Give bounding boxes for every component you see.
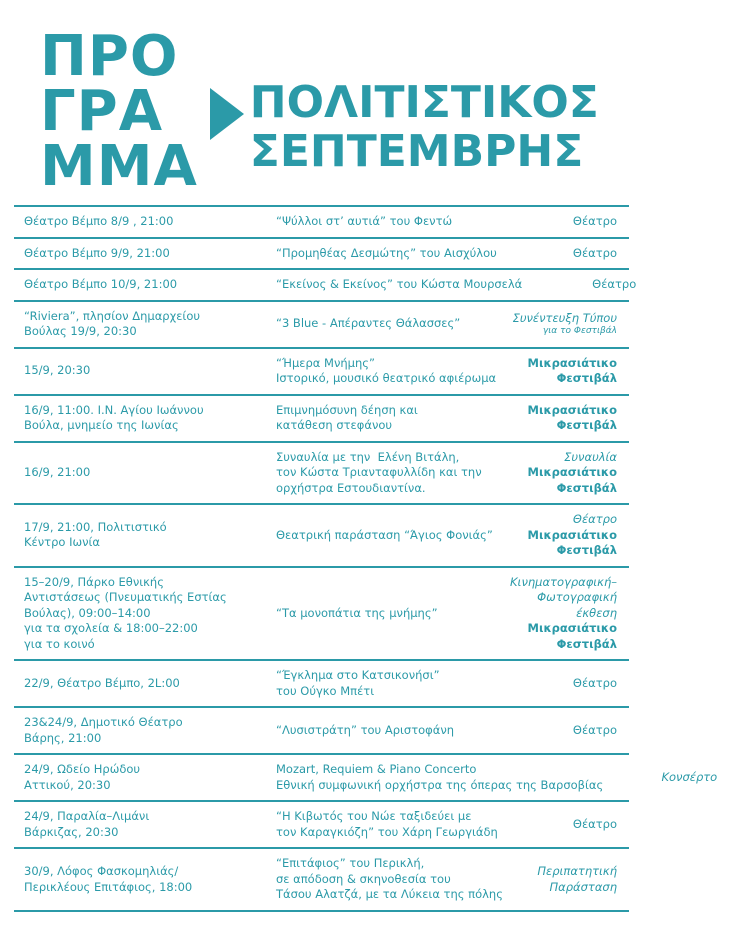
event-title-line: Εθνική συμφωνική ορχήστρα της όπερας της Βαρσοβίας <box>276 777 604 792</box>
event-title-cell <box>262 396 511 441</box>
event-category-line: Μικρασιάτικο <box>527 465 617 480</box>
table-row <box>14 396 629 443</box>
event-category-line: Φεστιβάλ <box>556 371 617 386</box>
event-title-cell <box>262 443 511 504</box>
program-title-line-3: ΜΜΑ <box>40 133 198 199</box>
event-title-line: Mozart, Requiem & Piano Concerto <box>276 762 477 777</box>
event-category-cell <box>511 349 629 394</box>
table-row <box>14 568 629 662</box>
event-title-line: Επιμνημόσυνη δέηση και <box>276 402 418 417</box>
event-title-cell <box>262 802 511 847</box>
event-title-cell <box>262 849 511 910</box>
event-when-line: 24/9, Παραλία–Λιμάνι <box>24 809 150 824</box>
event-category-cell <box>511 568 629 660</box>
event-category-line: Θέατρο <box>572 723 617 738</box>
event-when-line: Βάρκιζας, 20:30 <box>24 824 119 839</box>
program-title-line-2: ΓΡΑ <box>40 78 164 144</box>
event-title-cell <box>262 207 511 237</box>
table-row <box>14 207 629 239</box>
event-when-cell <box>14 755 262 800</box>
triangle-right-icon <box>210 88 244 140</box>
event-when-line: Βούλα, μνημείο της Ιωνίας <box>24 418 179 433</box>
event-title-line: κατάθεση στεφάνου <box>276 418 393 433</box>
event-category-line: Μικρασιάτικο <box>527 355 617 370</box>
event-when-line: Θέατρο Βέμπο 8/9 , 21:00 <box>24 214 174 228</box>
event-when-line: 17/9, 21:00, Πολιτιστικό <box>24 519 167 534</box>
event-category-cell <box>511 302 629 347</box>
event-when-line: 22/9, Θέατρο Βέμπο, 2L:00 <box>24 676 180 691</box>
event-title-line: “Η Κιβωτός του Νώε ταξιδεύει με <box>276 809 472 824</box>
event-category-cell <box>511 239 629 269</box>
event-category-line: Θέατρο <box>572 676 617 691</box>
event-title-cell <box>262 568 511 660</box>
schedule-table <box>14 205 718 912</box>
table-row <box>14 802 629 849</box>
event-title-line: “Έγκλημα στο Κατσικονήσι” <box>276 668 440 683</box>
event-title-line: Ιστορικό, μουσικό θεατρικό αφιέρωμα <box>276 371 497 386</box>
event-when-line: 24/9, Ωδείο Ηρώδου <box>24 762 141 777</box>
event-title-line: Θεατρική παράσταση “Άγιος Φονιάς” <box>276 527 493 542</box>
event-when-cell <box>14 239 262 269</box>
event-when-cell <box>14 302 262 347</box>
event-category-line: Κινηματογραφική– <box>510 574 617 589</box>
event-title-cell <box>262 505 511 566</box>
event-title-line: “Εκείνος & Εκείνος” του Κώστα Μουρσελά <box>276 277 523 292</box>
event-title-line: “Λυσιστράτη” του Αριστοφάνη <box>276 723 455 738</box>
event-category-line: Παράσταση <box>549 879 617 894</box>
event-when-cell <box>14 802 262 847</box>
event-title-cell <box>262 755 611 800</box>
event-category-line: Φεστιβάλ <box>556 418 617 433</box>
event-category-line: Θέατρο <box>572 817 617 832</box>
event-title-line-1: ΠΟΛΙΤΙΣΤΙΚΟΣ <box>249 77 599 128</box>
event-when-cell <box>14 443 262 504</box>
event-category-line: Μικρασιάτικο <box>527 621 617 636</box>
event-when-line: Βάρης, 21:00 <box>24 730 102 745</box>
event-when-line: “Riviera”, πλησίον Δημαρχείου <box>24 308 201 323</box>
event-when-line: Θέατρο Βέμπο 10/9, 21:00 <box>24 277 178 292</box>
poster-header <box>0 0 643 205</box>
event-when-cell <box>14 349 262 394</box>
event-category-line: Φεστιβάλ <box>556 480 617 495</box>
event-category-line: Μικρασιάτικο <box>527 527 617 542</box>
table-row <box>14 239 629 271</box>
event-when-cell <box>14 270 262 300</box>
table-row <box>14 849 629 912</box>
event-title-cell <box>262 661 511 706</box>
event-title-line: “3 Blue - Απέραντες Θάλασσες” <box>276 316 461 331</box>
table-row <box>14 443 629 506</box>
event-when-line: Περικλέους Επιτάφιος, 18:00 <box>24 879 193 894</box>
table-row <box>14 302 629 349</box>
event-when-line: Κέντρο Ιωνία <box>24 535 101 550</box>
event-category-cell <box>611 755 729 800</box>
event-when-cell <box>14 708 262 753</box>
event-when-line: Θέατρο Βέμπο 9/9, 21:00 <box>24 245 170 260</box>
event-category-line: έκθεση <box>576 605 617 620</box>
event-title-line-2: ΣΕΠΤΕΜΒΡΗΣ <box>249 126 584 178</box>
event-category-line: Συναυλία <box>564 449 617 464</box>
event-when-line: 16/9, 11:00. Ι.Ν. Αγίου Ιωάννου <box>24 402 204 417</box>
event-title-line: σε απόδοση & σκηνοθεσία του <box>276 871 451 886</box>
event-title-cell <box>262 270 530 300</box>
event-category-cell <box>511 505 629 566</box>
event-category-cell <box>511 661 629 706</box>
event-when-cell <box>14 661 262 706</box>
event-title-line: Συναυλία με την Ελένη Βιτάλη, <box>276 449 460 464</box>
event-when-cell <box>14 568 262 660</box>
event-category-line: Φωτογραφική <box>537 590 617 605</box>
event-when-cell <box>14 505 262 566</box>
event-title-line: “Ήμερα Μνήμης” <box>276 355 375 370</box>
event-when-line: Βούλας), 09:00–14:00 <box>24 605 151 620</box>
program-title-line-1: ΠΡΟ <box>40 24 179 89</box>
event-category-line: Κονσέρτο <box>661 770 718 785</box>
event-category-line: Θέατρο <box>572 245 617 260</box>
event-when-cell <box>14 849 262 910</box>
table-row <box>14 505 629 568</box>
event-category-line: Συνέντευξη Τύπου <box>512 310 617 325</box>
event-when-cell <box>14 207 262 237</box>
event-category-line: Θέατρο <box>572 214 617 228</box>
event-title-cell <box>262 708 511 753</box>
event-category-cell <box>511 802 629 847</box>
event-category-line: Περιπατητική <box>537 864 617 879</box>
event-category-line: Θέατρο <box>592 277 637 292</box>
table-row <box>14 708 629 755</box>
event-when-line: 15/9, 20:30 <box>24 363 91 378</box>
event-title-line: “Τα μονοπάτια της μνήμης” <box>276 605 438 620</box>
event-when-line: 23&24/9, Δημοτικό Θέατρο <box>24 715 183 730</box>
event-title-line: “Προμηθέας Δεσμώτης” του Αισχύλου <box>276 245 497 260</box>
event-category-cell <box>511 207 629 237</box>
table-row <box>14 349 629 396</box>
event-category-cell <box>530 270 648 300</box>
event-title-line: τον Κώστα Τριανταφυλλίδη και την <box>276 465 482 480</box>
table-row <box>14 661 629 708</box>
event-when-line: για το κοινό <box>24 636 95 651</box>
event-title-line: ορχήστρα Εστουδιαντίνα. <box>276 480 426 495</box>
event-category-line: Θέατρο <box>572 512 617 527</box>
event-title-line: τον Καραγκιόζη” του Χάρη Γεωργιάδη <box>276 824 498 839</box>
event-category-line: Φεστιβάλ <box>556 543 617 558</box>
event-category-line: Φεστιβάλ <box>556 636 617 651</box>
event-when-line: 15–20/9, Πάρκο Εθνικής <box>24 574 164 589</box>
event-title <box>250 78 599 177</box>
event-title-line: Τάσου Αλατζά, με τα Λύκεια της πόλης <box>276 887 503 902</box>
event-category-cell <box>511 708 629 753</box>
event-when-line: Βούλας 19/9, 20:30 <box>24 324 137 339</box>
event-title-cell <box>262 302 511 347</box>
event-category-line: Μικρασιάτικο <box>527 402 617 417</box>
event-title-cell <box>262 349 511 394</box>
event-when-line: Αττικού, 20:30 <box>24 777 111 792</box>
event-when-line: Αντιστάσεως (Πνευματικής Εστίας <box>24 590 227 605</box>
event-title-line: “Ψύλλοι στ’ αυτιά” του Φεντώ <box>276 214 453 228</box>
event-title-line: “Επιτάφιος” του Περικλή, <box>276 856 425 871</box>
program-title <box>40 24 198 199</box>
event-category-line: για το Φεστιβάλ <box>542 326 617 337</box>
event-title-line: του Ούγκο Μπέτι <box>276 683 375 698</box>
event-when-line: για τα σχολεία & 18:00–22:00 <box>24 621 198 636</box>
event-when-line: 16/9, 21:00 <box>24 465 91 480</box>
event-title-cell <box>262 239 511 269</box>
event-category-cell <box>511 396 629 441</box>
event-when-line: 30/9, Λόφος Φασκομηλιάς/ <box>24 864 179 879</box>
event-category-cell <box>511 443 629 504</box>
table-row <box>14 755 718 802</box>
table-row <box>14 270 637 302</box>
event-category-cell <box>511 849 629 910</box>
event-when-cell <box>14 396 262 441</box>
